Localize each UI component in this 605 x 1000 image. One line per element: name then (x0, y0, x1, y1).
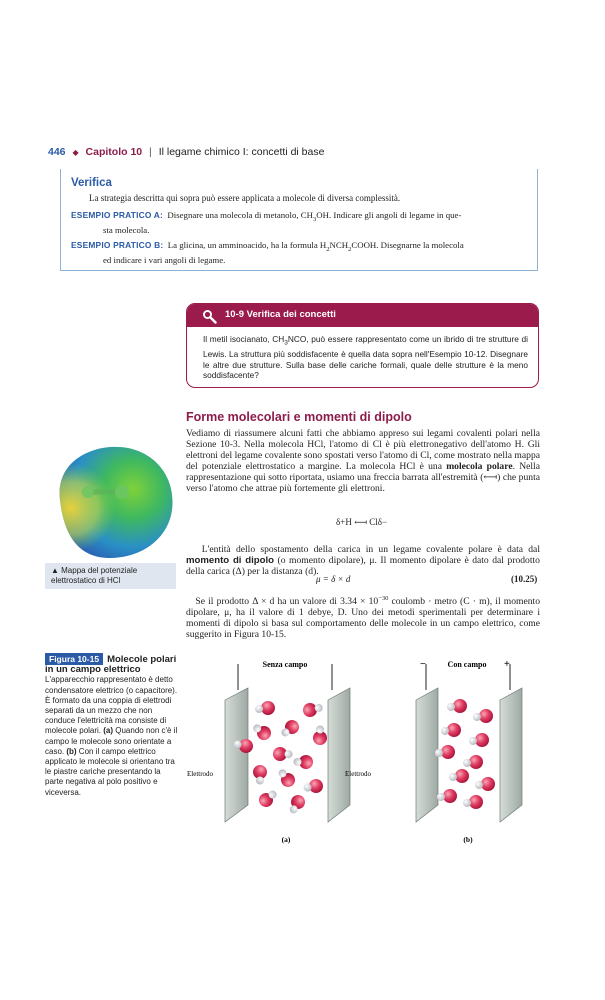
example-a (71, 210, 531, 236)
example-b-label: ESEMPIO PRATICO B: (71, 240, 164, 250)
chapter-label: Capitolo 10 (85, 146, 143, 158)
capacitor-figure (180, 650, 550, 850)
dipole-equation: μ = δ × d (316, 574, 351, 584)
panel-a-title: Senza campo (262, 660, 308, 669)
example-b-cont: ed indicare i vari angoli di legame. (103, 254, 226, 265)
electrode-plate (416, 688, 438, 822)
example-a-text: Disegnare una molecola di metanolo, $CH_3OH$. Indicare gli angoli di legame in que- (167, 210, 462, 223)
minus-sign: − (420, 659, 426, 670)
chapter-title: Il legame chimico I: concetti di base (158, 146, 325, 158)
electrode-plate (500, 688, 522, 822)
electrode-plate (328, 688, 350, 822)
concept-check-box (186, 303, 539, 388)
sub-label-b: (b) (463, 835, 473, 844)
example-b (71, 240, 531, 266)
esp-map-image (40, 430, 180, 570)
plus-sign: + (504, 659, 510, 670)
diamond-icon: ◆ (72, 148, 79, 157)
electrode-plate (225, 688, 248, 822)
example-b-text: La glicina, un amminoacido, ha la formula $H_2NCH_2COOH$. Disegnarne la molecola (167, 240, 464, 253)
figure-label: Figura 10-15 (45, 653, 103, 665)
verify-text: La strategia descritta qui sopra può essere applicata a molecole di diversa complessità. (89, 193, 401, 203)
concept-check-title: 10-9 Verifica dei concetti (225, 309, 336, 320)
magnifier-icon (201, 308, 217, 324)
panel-b-title: Con campo (447, 660, 487, 669)
figure-caption: Figura 10-15 Molecole polari in un campo elettrico L'apparecchio rappresentato è detto condensatore elettrico (o capacitore). È formato da una coppia di elettrodi separati da un mezzo che non conduce l'elettricità ma consiste di molecole polari. (a) Quando non c'è il campo le molecole sono orientate a caso. (b) Con il campo elettrico applicato le molecole si orientano tra le piastre cariche presentando la parte negativa al polo positivo e viceversa. (45, 654, 178, 797)
verify-box (60, 169, 538, 271)
example-a-cont: sta molecola. (103, 224, 150, 235)
electrode-label-left: Elettrodo (187, 770, 214, 778)
molecules-aligned (435, 699, 495, 809)
figure-title: Molecole polari in un campo elettrico (45, 654, 177, 676)
sub-label-a: (a) (281, 835, 291, 844)
paragraph-1: Vediamo di riassumere alcuni fatti che abbiamo appreso sui legami covalenti polari nella Sezione 10-3. Nella molecola HCl, l'atomo di Cl è più elettronegativo dell'atomo H. Gli elettroni del legame covalente sono spostati verso l'atomo di Cl, come mostrato nella mappa del potenziale elettrostatico a margine. La molecola HCl è una molecola polare. Nella rappresentazione qui sotto riportata, usiamo una freccia barrata all'estremità (⟻) che punta verso l'atomo che attrae più fortemente gli elettroni. (186, 428, 540, 495)
example-a-label: ESEMPIO PRATICO A: (71, 210, 164, 220)
esp-caption: ▲ Mappa del potenziale elettrostatico di HCl (45, 563, 176, 589)
paragraph-2: L'entità dello spostamento della carica in un legame covalente polare è data dal momento di dipolo (o momento dipolare), μ. Il momento dipolare è dato dal prodotto della carica (Δ) per la distanza (d). (186, 544, 540, 578)
equation-number: (10.25) (511, 574, 538, 584)
concept-check-text: Il metil isocianato, $CH_3NCO$, può essere rappresentato come un ibrido di tre strutture di Lewis. La struttura più soddisfacente è quella data sopra nell'Esempio 10-12. Disegnare le altre due strutture. Sulla base delle cariche formali, quale delle strutture è la meno soddisfacente? (203, 334, 528, 381)
verify-title: Verifica (71, 177, 112, 189)
electrode-label-right: Elettrodo (345, 770, 372, 778)
running-head (48, 146, 324, 158)
page-number: 446 (48, 146, 66, 158)
paragraph-3: Se il prodotto Δ × d ha un valore di $3.34 \times 10^{-30}$ coulomb · metro (C · m), il momento dipolare, μ, ha il valore di 1 debye, D. Uno dei metodi sperimentali per determinare i momenti di dipolo si basa sul comportamento delle molecole in un campo elettrico, come suggerito in Figura 10-15. (186, 595, 540, 641)
concept-check-header (187, 304, 538, 327)
hcl-formula: δ+H ⟻ Clδ− (336, 517, 388, 527)
section-title: Forme molecolari e momenti di dipolo (186, 410, 412, 424)
separator: | (149, 146, 152, 158)
